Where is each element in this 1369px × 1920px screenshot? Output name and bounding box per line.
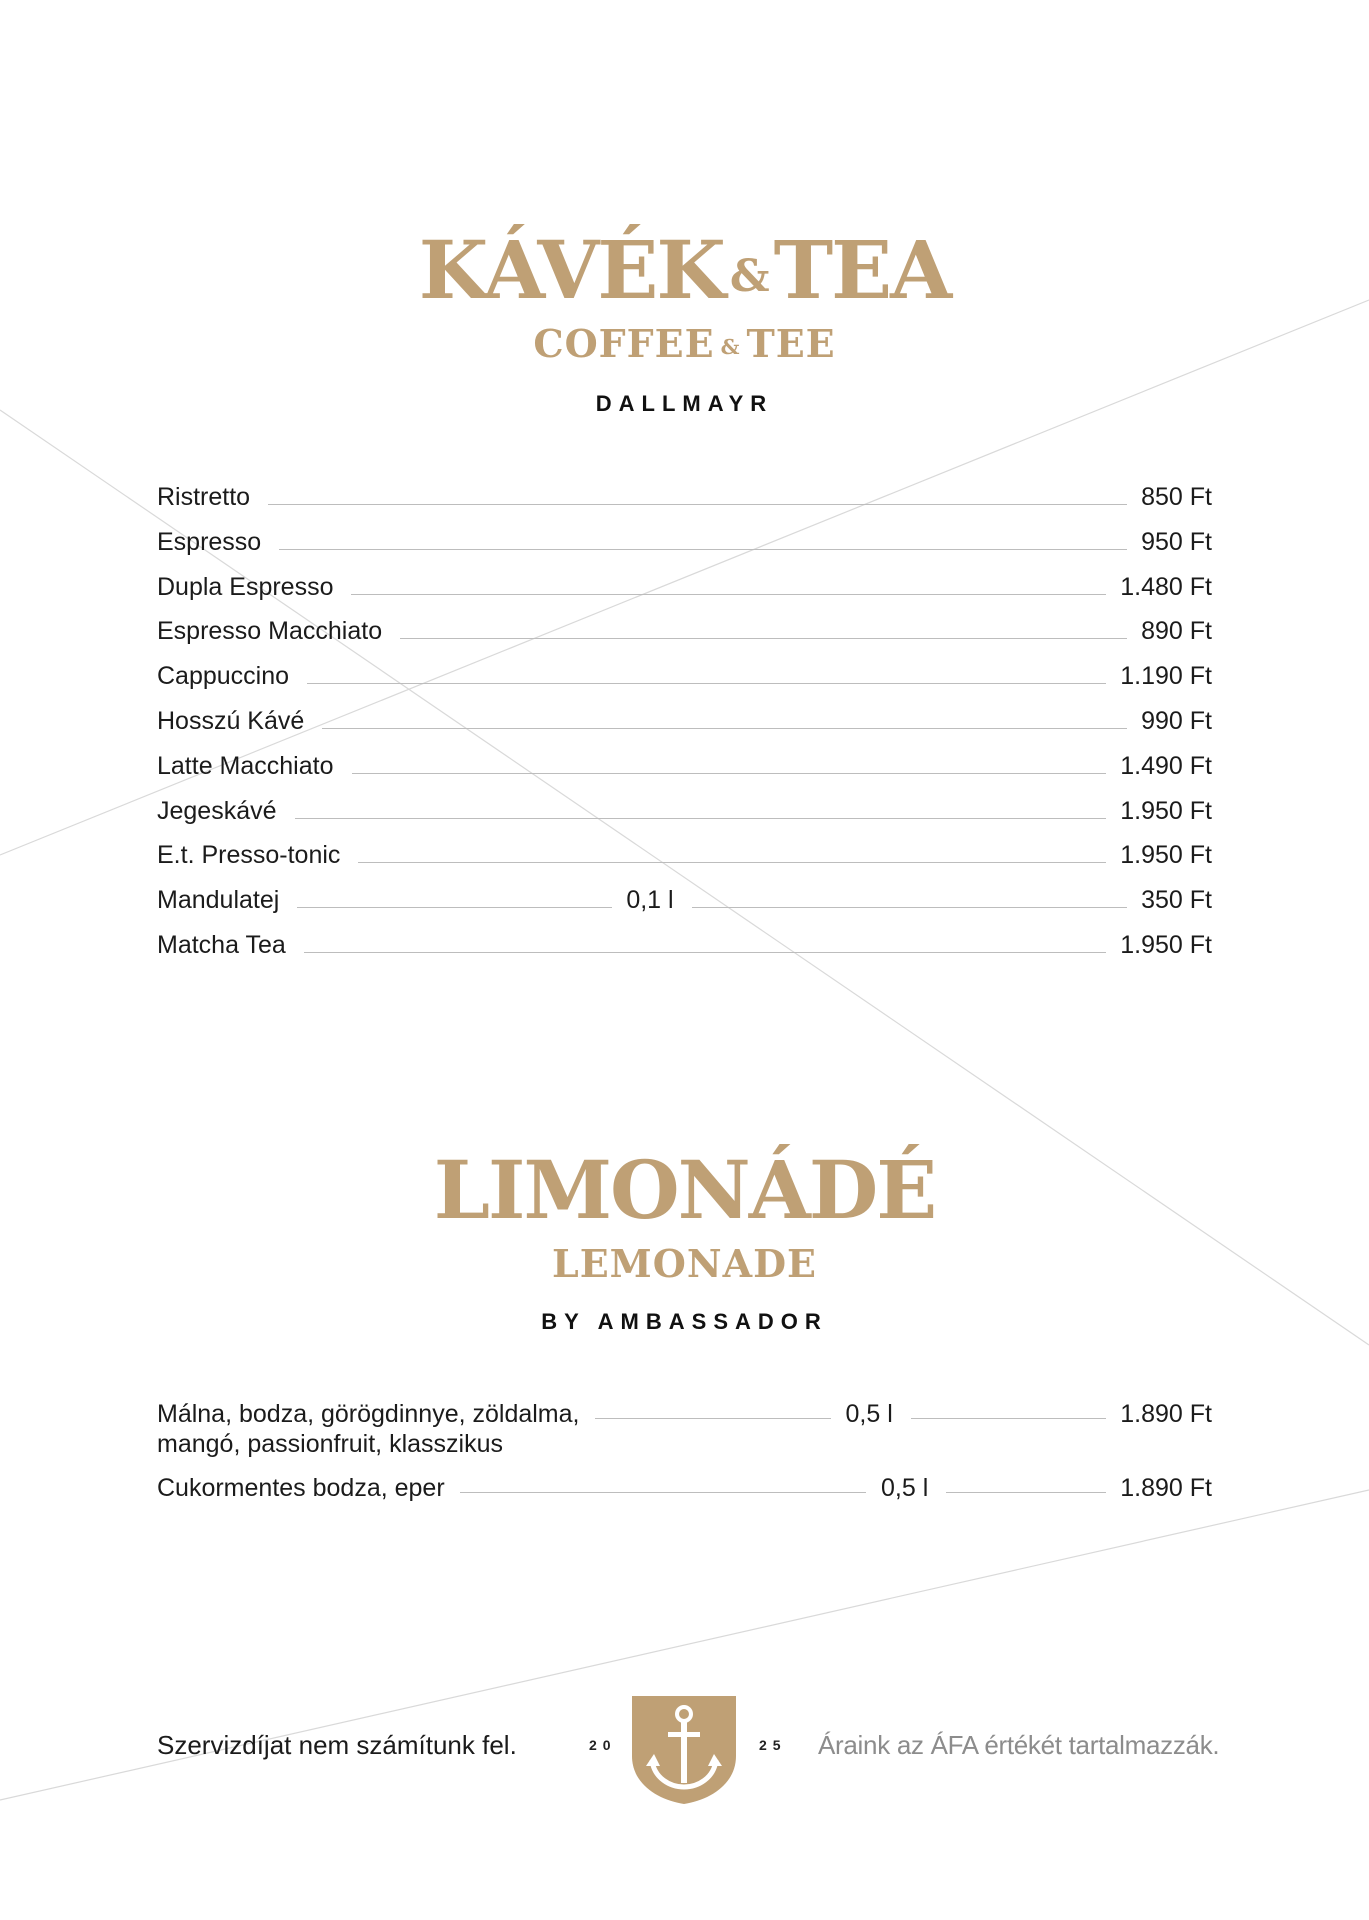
item-name: E.t. Presso-tonic xyxy=(157,841,341,870)
leader-line xyxy=(946,1473,1106,1493)
item-price: 1.490 Ft xyxy=(1120,751,1212,780)
list-item xyxy=(157,706,1212,736)
item-price: 350 Ft xyxy=(1141,886,1212,915)
item-price: 1.950 Ft xyxy=(1120,796,1212,825)
lemonade-brand: BY AMBASSADOR xyxy=(541,1309,828,1334)
item-price: 890 Ft xyxy=(1141,617,1212,646)
item-name: Dupla Espresso xyxy=(157,572,334,601)
item-name: Málna, bodza, görögdinnye, zöldalma, xyxy=(157,1400,580,1428)
coffee-title-amp: & xyxy=(729,251,768,303)
item-name: Cappuccino xyxy=(157,662,290,691)
leader-line xyxy=(307,683,1106,684)
leader-line xyxy=(322,728,1127,729)
coffee-subtitle xyxy=(0,321,1369,366)
coffee-subtitle-main: COFFEE xyxy=(533,321,715,366)
coffee-title xyxy=(0,223,1369,317)
leader-line xyxy=(692,907,1128,908)
item-price: 1.950 Ft xyxy=(1120,841,1212,870)
list-item xyxy=(157,1399,1212,1459)
list-item xyxy=(157,751,1212,781)
item-price: 1.950 Ft xyxy=(1120,930,1212,959)
item-price: 1.890 Ft xyxy=(1120,1474,1212,1502)
leader-line xyxy=(279,549,1127,550)
list-item xyxy=(157,930,1212,960)
item-price: 1.480 Ft xyxy=(1120,572,1212,601)
leader-line xyxy=(352,773,1107,774)
leader-line xyxy=(911,1399,1107,1419)
coffee-title-tea: TEA xyxy=(773,223,951,317)
list-item xyxy=(157,661,1212,691)
coffee-brand: DALLMAYR xyxy=(595,391,774,416)
coffee-subtitle-block xyxy=(0,321,1369,366)
list-item xyxy=(157,572,1212,602)
item-quantity: 0,5 l xyxy=(845,1400,893,1428)
leader-line xyxy=(297,907,612,908)
list-item xyxy=(157,527,1212,557)
list-item xyxy=(157,840,1212,870)
leader-line xyxy=(295,818,1107,819)
coffee-brand-block xyxy=(0,393,1369,415)
year-right: 25 xyxy=(759,1737,787,1753)
leader-line xyxy=(400,638,1127,639)
coffee-title-main: KÁVÉK xyxy=(418,223,724,317)
leader-line xyxy=(268,504,1127,505)
item-price: 950 Ft xyxy=(1141,527,1212,556)
list-item xyxy=(157,1473,1212,1503)
leader-line xyxy=(351,594,1106,595)
coffee-subtitle-tee: TEE xyxy=(746,321,836,366)
list-item xyxy=(157,885,1212,915)
leader-line xyxy=(304,952,1106,953)
leader-line xyxy=(595,1399,831,1419)
item-name: Jegeskávé xyxy=(157,796,277,825)
item-name: Mandulatej xyxy=(157,886,280,915)
item-name: Latte Macchiato xyxy=(157,751,334,780)
lemonade-subtitle-block xyxy=(0,1241,1369,1286)
item-price: 990 Ft xyxy=(1141,706,1212,735)
lemonade-list xyxy=(157,1399,1212,1503)
item-name: Cukormentes bodza, eper xyxy=(157,1474,445,1502)
item-name: Espresso Macchiato xyxy=(157,617,383,646)
leader-line xyxy=(460,1473,866,1493)
item-price: 1.890 Ft xyxy=(1120,1400,1212,1428)
lemonade-subtitle: LEMONADE xyxy=(552,1241,817,1286)
item-price: 850 Ft xyxy=(1141,483,1212,511)
list-item xyxy=(157,796,1212,826)
coffee-heading xyxy=(0,223,1369,317)
leader-line xyxy=(358,862,1106,863)
list-item xyxy=(157,482,1212,512)
vat-note: Áraink az ÁFA értékét tartalmazzák. xyxy=(818,1730,1220,1760)
lemonade-title: LIMONÁDÉ xyxy=(433,1143,936,1237)
item-name: Espresso xyxy=(157,527,262,556)
anchor-shield-icon xyxy=(630,1694,738,1806)
lemonade-brand-block xyxy=(0,1311,1369,1333)
year-left: 20 xyxy=(589,1737,617,1753)
coffee-list xyxy=(157,482,1212,975)
item-price: 1.190 Ft xyxy=(1120,662,1212,691)
coffee-subtitle-amp: & xyxy=(720,333,741,359)
item-name: Hosszú Kávé xyxy=(157,706,305,735)
item-name-block xyxy=(157,1399,580,1459)
item-name-line2: mangó, passionfruit, klasszikus xyxy=(157,1430,503,1458)
list-item xyxy=(157,616,1212,646)
item-quantity: 0,5 l xyxy=(881,1474,929,1502)
item-quantity: 0,1 l xyxy=(626,886,674,915)
item-name: Ristretto xyxy=(157,483,251,511)
service-charge-note: Szervizdíjat nem számítunk fel. xyxy=(157,1730,517,1760)
lemonade-heading xyxy=(0,1143,1369,1237)
item-name: Matcha Tea xyxy=(157,930,286,959)
